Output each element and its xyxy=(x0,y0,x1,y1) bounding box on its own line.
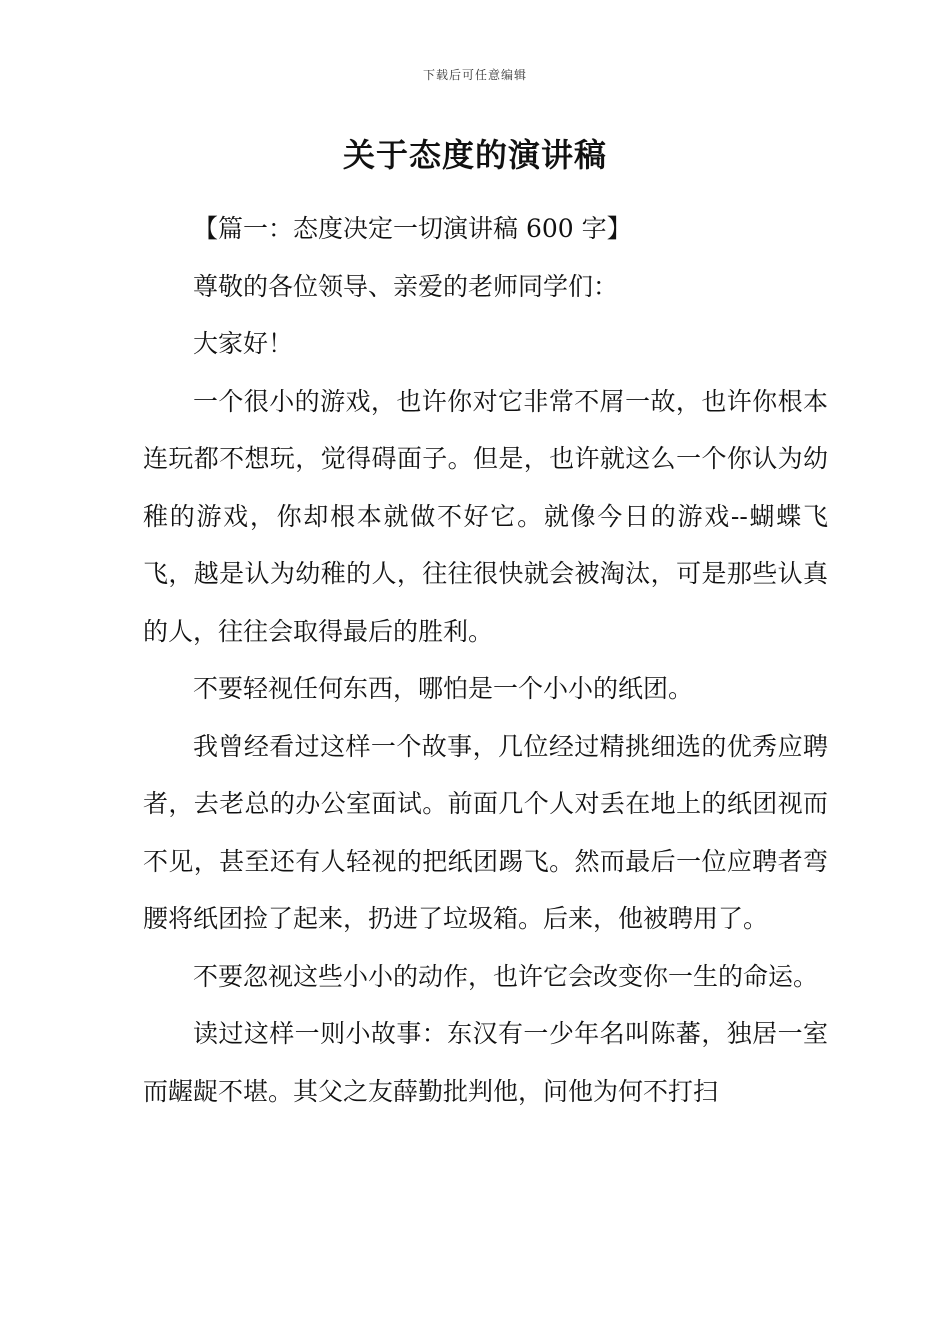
paragraph: 我曾经看过这样一个故事，几位经过精挑细选的优秀应聘者，去老总的办公室面试。前面几个人对丢在地上的纸团视而不见，甚至还有人轻视的把纸团踢飞。然而最后一位应聘者弯腰将纸团捡了起来，扔进了垃圾箱。后来，他被聘用了。 xyxy=(143,731,828,933)
paragraph: 一个很小的游戏，也许你对它非常不屑一故，也许你根本连玩都不想玩，觉得碍面子。但是，也许就这么一个你认为幼稚的游戏，你却根本就做不好它。就像今日的游戏--蝴蝶飞飞，越是认为幼稚的人，往往很快就会被淘汰，可是那些认真的人，往往会取得最后的胜利。 xyxy=(143,386,828,646)
paragraph: 不要忽视这些小小的动作，也许它会改变你一生的命运。 xyxy=(193,961,819,991)
header-note: 下载后可任意编辑 xyxy=(422,68,527,82)
document-title: 关于态度的演讲稿 xyxy=(342,136,607,174)
paragraph: 不要轻视任何东西，哪怕是一个小小的纸团。 xyxy=(193,674,694,703)
document-body xyxy=(143,200,828,1120)
section-heading: 【篇一：态度决定一切演讲稿 600 字】 xyxy=(193,214,632,243)
paragraph-greeting: 大家好！ xyxy=(193,329,294,358)
paragraph: 读过这样一则小故事：东汉有一少年名叫陈蕃，独居一室而龌龊不堪。其父之友薛勤批判他，问他为何不打扫 xyxy=(143,1019,828,1106)
paragraph-salutation: 尊敬的各位领导、亲爱的老师同学们： xyxy=(193,271,619,301)
